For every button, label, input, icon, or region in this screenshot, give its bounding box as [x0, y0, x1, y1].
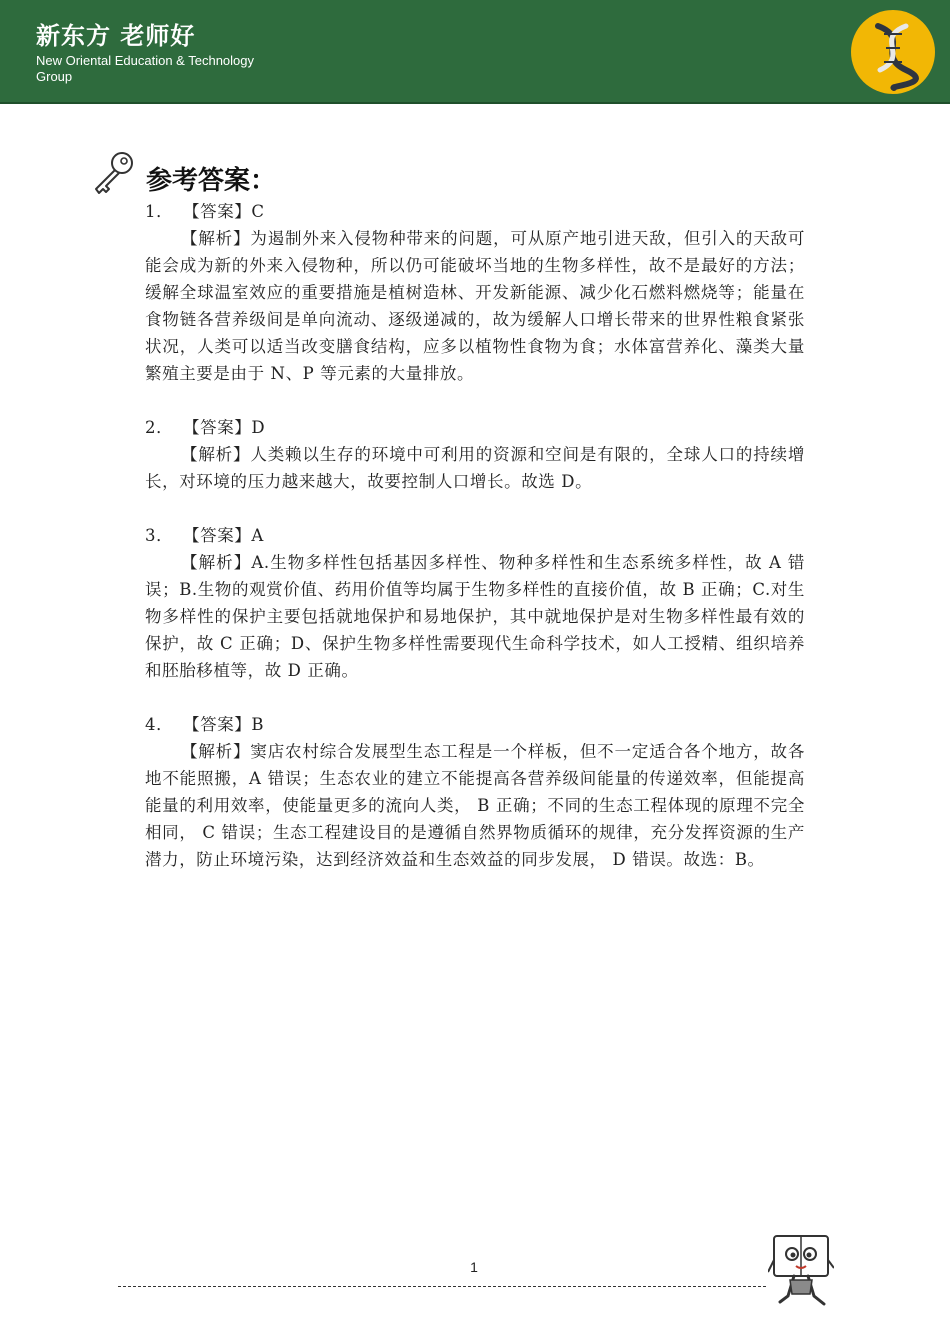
footer-divider [118, 1286, 766, 1287]
answer-heading [145, 711, 805, 738]
question-number: 3． [145, 526, 174, 545]
answer-item [145, 414, 805, 495]
answer-explanation: 【解析】为遏制外来入侵物种带来的问题，可从原产地引进天敌，但引入的天敌可能会成为新的外来入侵物种，所以仍可能破坏当地的生物多样性，故不是最好的方法；缓解全球温室效应的重要措施是植树造林、开发新能源、减少化石燃料燃烧等；能量在食物链各营养级间是单向流动、逐级递减的，故为缓解人口增长带来的世界性粮食紧张状况，人类可以适当改变膳食结构，应多以植物性食物为食；水体富营养化、藻类大量繁殖主要是由于 N、P 等元素的大量排放。 [145, 229, 805, 383]
answer-item [145, 711, 805, 873]
page-title: 参考答案： [146, 166, 277, 196]
answer-heading [145, 414, 805, 441]
dna-logo-icon [848, 8, 938, 96]
answer-heading [145, 198, 805, 225]
answer-list [145, 198, 805, 900]
brand-name-english: New Oriental Education & Technology Group [36, 53, 254, 84]
page-header [0, 0, 950, 104]
book-mascot-icon [768, 1232, 834, 1314]
question-number: 1． [145, 202, 174, 221]
answer-label: 【答案】C [183, 202, 265, 221]
answer-explanation: 【解析】A.生物多样性包括基因多样性、物种多样性和生态系统多样性，故 A 错误；B.生物的观赏价值、药用价值等均属于生物多样性的直接价值，故 B 正确；C.对生物多样性的保护主要包括就地保护和易地保护，其中就地保护是对生物多样性最有效的保护，故 C 正确；D、保护生物多样性需要现代生命科学技术，如人工授精、组织培养和胚胎移植等，故 D 正确。 [145, 553, 805, 680]
answer-label: 【答案】B [183, 715, 265, 734]
answer-label: 【答案】D [183, 418, 266, 437]
question-number: 4． [145, 715, 174, 734]
key-icon [90, 150, 136, 196]
answer-explanation: 【解析】人类赖以生存的环境中可利用的资源和空间是有限的，全球人口的持续增长，对环境的压力越来越大，故要控制人口增长。故选 D。 [145, 445, 805, 491]
brand-name-chinese: 新东方 老师好 [36, 22, 196, 50]
answer-heading [145, 522, 805, 549]
page-number: 1 [470, 1259, 478, 1275]
answer-item [145, 522, 805, 684]
answer-item [145, 198, 805, 387]
question-number: 2． [145, 418, 174, 437]
answer-explanation: 【解析】窦店农村综合发展型生态工程是一个样板，但不一定适合各个地方，故各地不能照搬，A 错误；生态农业的建立不能提高各营养级间能量的传递效率，但能提高能量的利用效率，使能量更多的流向人类， B 正确；不同的生态工程体现的原理不完全相同， C 错误；生态工程建设目的是遵循自然界物质循环的规律，充分发挥资源的生产潜力，防止环境污染，达到经济效益和生态效益的同步发展， D 错误。故选：B。 [145, 742, 805, 869]
answer-label: 【答案】A [183, 526, 264, 545]
